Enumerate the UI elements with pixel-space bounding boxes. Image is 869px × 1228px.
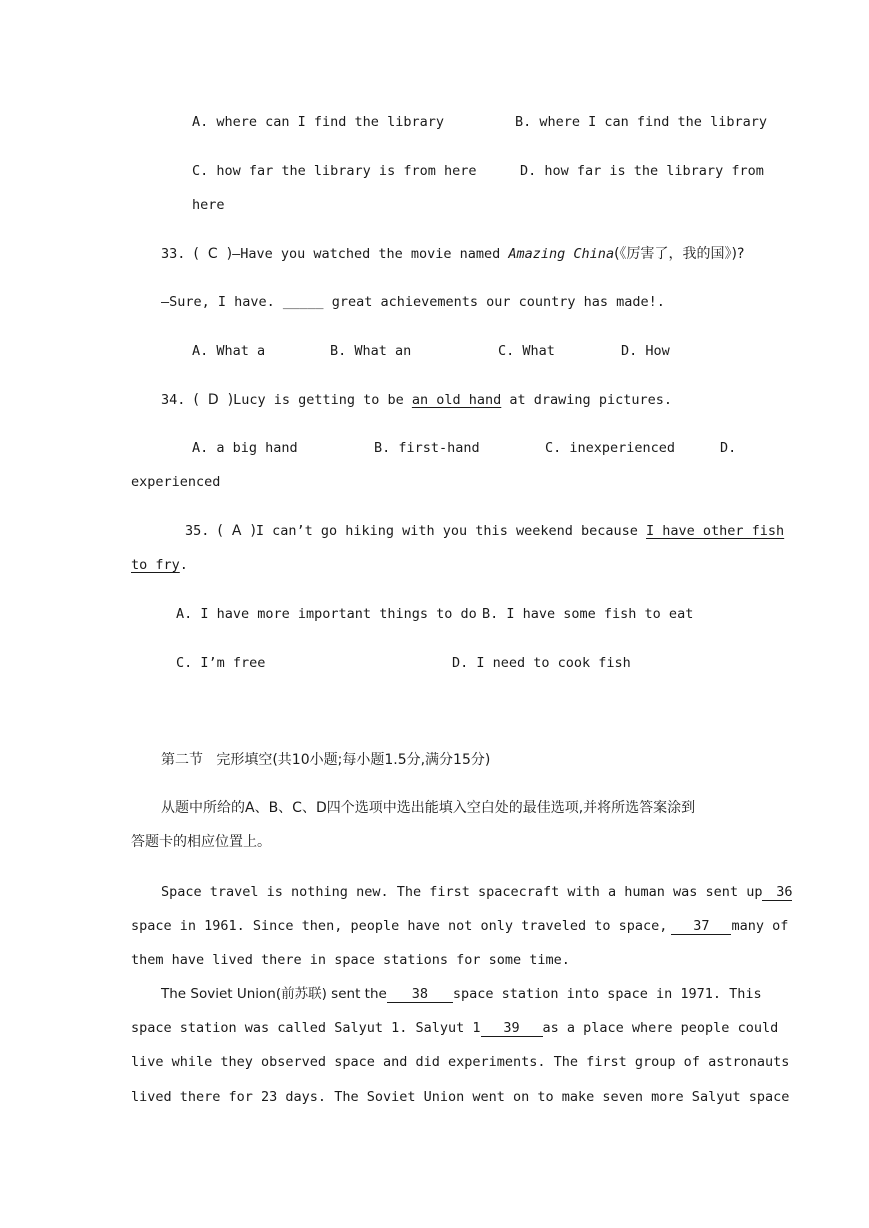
passage-text: many of: [731, 918, 789, 934]
passage-line: lived there for 23 days. The Soviet Union went on to make seven more Salyut space: [131, 1089, 790, 1105]
passage-text: space station into space in 1971. This: [452, 986, 762, 1002]
q32-option-a[interactable]: A. where can I find the library: [192, 114, 444, 130]
passage-line: live while they observed space and did experiments. The first group of astronauts: [131, 1054, 790, 1070]
q32-option-b[interactable]: B. where I can find the library: [515, 114, 767, 130]
blank-38[interactable]: 38: [387, 986, 453, 1003]
q34-option-b[interactable]: B. first-hand: [374, 440, 480, 456]
q34-underlined-phrase: an old hand: [411, 392, 502, 408]
q35-underlined-phrase-end: to fry: [131, 557, 180, 573]
passage-text: space in 1961. Since then, people have not only traveled to space,: [131, 918, 668, 934]
q33-reply: —Sure, I have.: [161, 294, 283, 310]
q34-option-a[interactable]: A. a big hand: [192, 440, 298, 456]
q34-option-d[interactable]: D.: [720, 440, 737, 456]
passage-line: [161, 985, 762, 1003]
passage-text: as a place where people could: [542, 1020, 779, 1036]
q33-answer-letter: C: [207, 246, 218, 262]
q33-option-c[interactable]: C. What: [498, 343, 555, 359]
q33-option-a[interactable]: A. What a: [192, 343, 266, 359]
q34-stem-text: Lucy is getting to be: [233, 392, 412, 408]
q34-stem-end: at drawing pictures.: [501, 392, 672, 408]
q33-stem-cn: (《厉害了，我的国》)?: [614, 246, 745, 262]
q34-stem: [161, 391, 672, 409]
q32-option-c[interactable]: C. how far the library is from here: [192, 163, 477, 179]
q32-option-d-continued: here: [192, 197, 225, 213]
q33-movie-title: Amazing China: [508, 246, 615, 262]
section-instruction-continued: 答题卡的相应位置上。: [131, 834, 271, 850]
q35-option-c[interactable]: C. I’m free: [176, 655, 266, 671]
q34-option-d-continued: experienced: [131, 474, 221, 490]
section-heading: 第二节 完形填空(共10小题;每小题1.5分,满分15分): [161, 752, 491, 768]
blank-39[interactable]: 39: [481, 1020, 543, 1037]
q33-option-d[interactable]: D. How: [621, 343, 670, 359]
blank-36[interactable]: 36: [762, 884, 792, 901]
q33-reply-end: great achievements our country has made!.: [323, 294, 665, 310]
q35-stem: [185, 522, 784, 540]
q33-blank: _____: [282, 294, 324, 310]
passage-text: Space travel is nothing new. The first spacecraft with a human was sent up: [161, 884, 763, 900]
passage-line: [131, 1019, 778, 1037]
q35-period: .: [179, 557, 188, 573]
q35-stem-continued: [131, 556, 188, 574]
q33-stem: [161, 245, 744, 263]
q32-option-d[interactable]: D. how far is the library from: [520, 163, 764, 179]
q34-number: 34.: [161, 392, 186, 408]
passage-text: The Soviet Union(前苏联) sent the: [161, 986, 387, 1002]
q35-stem-text: I can’t go hiking with you this weekend because: [255, 523, 646, 539]
q34-answer: ( D ): [193, 392, 234, 408]
q34-answer-letter: D: [207, 392, 219, 408]
q35-answer: ( A ): [217, 523, 256, 539]
q35-option-a[interactable]: A. I have more important things to do: [176, 606, 477, 622]
q35-answer-letter: A: [231, 523, 242, 539]
blank-37[interactable]: 37: [671, 918, 731, 935]
q33-option-b[interactable]: B. What an: [330, 343, 412, 359]
q33-number: 33.: [161, 246, 186, 262]
q35-option-b[interactable]: B. I have some fish to eat: [482, 606, 694, 622]
q34-option-c[interactable]: C. inexperienced: [545, 440, 676, 456]
q33-stem-text: —Have you watched the movie named: [232, 246, 509, 262]
q33-line2: [161, 293, 665, 311]
q35-underlined-phrase: I have other fish: [646, 523, 785, 539]
passage-line: [131, 917, 788, 935]
q33-answer: ( C ): [193, 246, 233, 262]
passage-line: them have lived there in space stations for some time.: [131, 952, 570, 968]
q35-option-d[interactable]: D. I need to cook fish: [452, 655, 631, 671]
passage-text: space station was called Salyut 1. Salyut 1: [131, 1020, 481, 1036]
section-instruction: 从题中所给的A、B、C、D四个选项中选出能填入空白处的最佳选项,并将所选答案涂到: [161, 800, 696, 816]
q35-number: 35.: [185, 523, 210, 539]
passage-line: [161, 883, 792, 901]
